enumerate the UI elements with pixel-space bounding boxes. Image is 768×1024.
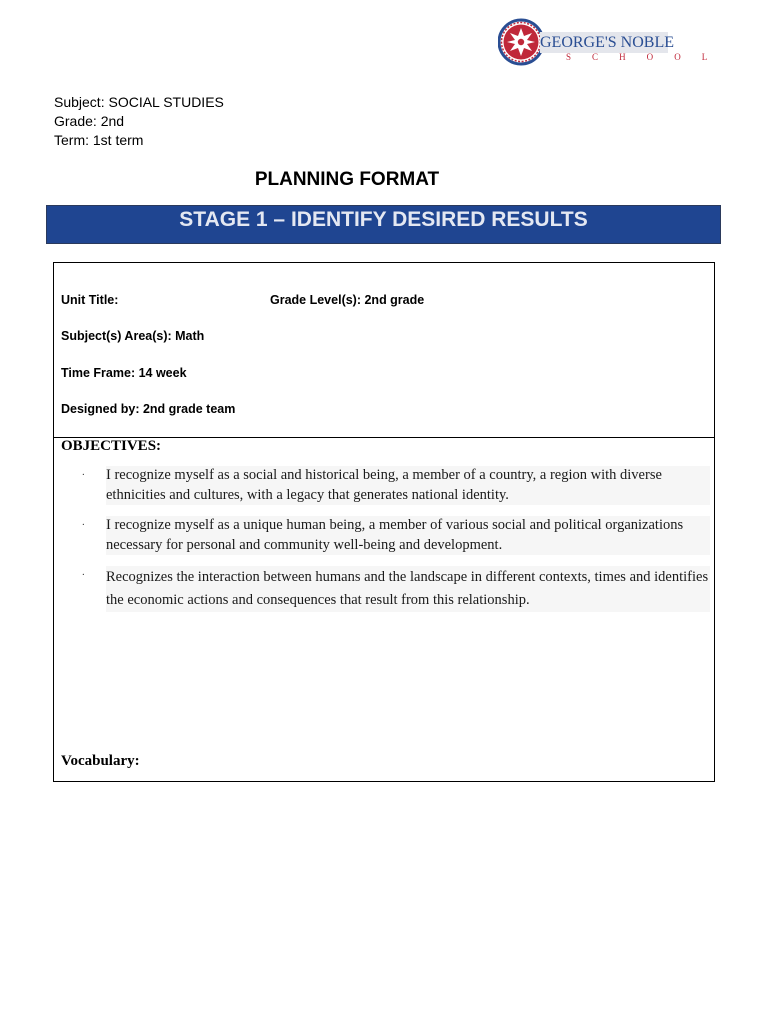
objective-text: Recognizes the interaction between humans and the landscape in different contexts, times and identifies the economic actions and consequences that result from this relationship. <box>106 566 710 612</box>
school-logo <box>498 16 717 68</box>
objectives-heading: OBJECTIVES: <box>61 438 162 454</box>
page-title: PLANNING FORMAT <box>254 169 440 190</box>
unit-title-label: Unit Title: <box>61 293 119 307</box>
document-meta <box>54 93 224 150</box>
unit-plan-table <box>53 262 715 782</box>
objective-bullet: . <box>82 466 85 478</box>
designed-by-label: Designed by: 2nd grade team <box>61 402 236 416</box>
time-frame-label: Time Frame: 14 week <box>61 366 187 380</box>
objective-text: I recognize myself as a social and historical being, a member of a country, a region with diverse ethnicities and cultures, with a legacy that generates national identity. <box>106 466 710 505</box>
subject-area-label: Subject(s) Area(s): Math <box>61 329 205 343</box>
objective-bullet: . <box>82 566 85 578</box>
subject-line: Subject: SOCIAL STUDIES <box>54 94 224 110</box>
vocabulary-heading: Vocabulary: <box>61 753 140 769</box>
objective-bullet: . <box>82 516 85 528</box>
stage-title: STAGE 1 – IDENTIFY DESIRED RESULTS <box>179 208 588 231</box>
school-seal-icon <box>498 16 546 68</box>
logo-school-word: S C H O O L <box>566 52 717 62</box>
term-line: Term: 1st term <box>54 132 144 148</box>
grade-level-label: Grade Level(s): 2nd grade <box>270 293 425 307</box>
objective-text: I recognize myself as a unique human being, a member of various social and political organizations necessary for personal and community well-being and development. <box>106 516 710 555</box>
logo-school-name: GEORGE'S NOBLE <box>540 34 674 51</box>
stage-banner <box>46 205 721 244</box>
grade-line: Grade: 2nd <box>54 113 125 129</box>
